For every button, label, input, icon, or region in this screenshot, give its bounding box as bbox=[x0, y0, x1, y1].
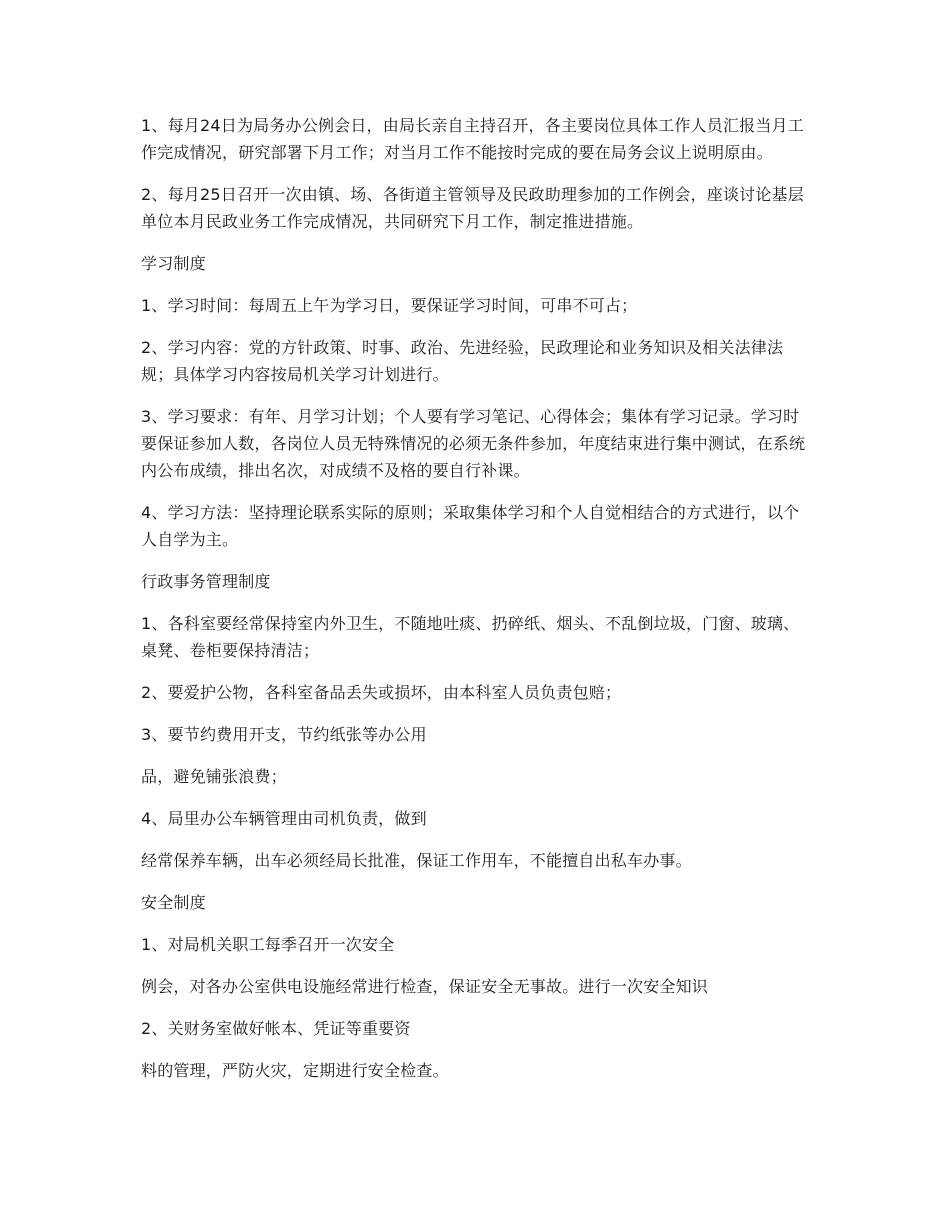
paragraph-safety-finance-2: 料的管理，严防火灾，定期进行安全检查。 bbox=[141, 1061, 449, 1080]
section-heading-study: 学习制度 bbox=[141, 254, 206, 273]
paragraph-admin-hygiene: 1、各科室要经常保持室内外卫生，不随地吐痰、扔碎纸、烟头、不乱倒垃圾，门窗、玻璃、桌凳、卷柜要保持清洁； bbox=[141, 614, 800, 660]
paragraph-admin-expense-1: 3、要节约费用开支，节约纸张等办公用 bbox=[141, 725, 427, 744]
paragraph-safety-finance-1: 2、关财务室做好帐本、凭证等重要资 bbox=[141, 1019, 411, 1038]
paragraph-meeting-1: 1、每月24日为局务办公例会日，由局长亲自主持召开，各主要岗位具体工作人员汇报当月工作完成情况，研究部署下月工作；对当月工作不能按时完成的要在局务会议上说明原由。 bbox=[141, 116, 804, 162]
paragraph-study-method: 4、学习方法：坚持理论联系实际的原则；采取集体学习和个人自觉相结合的方式进行，以个人自学为主。 bbox=[141, 503, 800, 549]
paragraph-admin-property: 2、要爱护公物，各科室备品丢失或损坏，由本科室人员负责包赔； bbox=[141, 683, 622, 702]
paragraph-study-requirements: 3、学习要求：有年、月学习计划；个人要有学习笔记、心得体会；集体有学习记录。学习时要保证参加人数，各岗位人员无特殊情况的必须无条件参加，年度结束进行集中测试，在系统内公布成绩，排出名次，对成绩不及格的要自行补课。 bbox=[141, 407, 806, 480]
document-body bbox=[141, 112, 809, 1099]
section-heading-admin: 行政事务管理制度 bbox=[141, 572, 271, 591]
paragraph-admin-expense-2: 品，避免铺张浪费； bbox=[141, 767, 287, 786]
paragraph-safety-meeting-2: 例会，对各办公室供电设施经常进行检查，保证安全无事故。进行一次安全知识 bbox=[141, 977, 709, 996]
paragraph-study-content: 2、学习内容：党的方针政策、时事、政治、先进经验，民政理论和业务知识及相关法律法规；具体学习内容按局机关学习计划进行。 bbox=[141, 338, 784, 384]
section-heading-safety: 安全制度 bbox=[141, 893, 206, 912]
paragraph-safety-meeting-1: 1、对局机关职工每季召开一次安全 bbox=[141, 935, 395, 954]
paragraph-admin-vehicle-2: 经常保养车辆，出车必须经局长批准，保证工作用车，不能擅自出私车办事。 bbox=[141, 851, 692, 870]
paragraph-study-time: 1、学习时间：每周五上午为学习日，要保证学习时间，可串不可占； bbox=[141, 296, 638, 315]
paragraph-meeting-2: 2、每月25日召开一次由镇、场、各街道主管领导及民政助理参加的工作例会，座谈讨论基层单位本月民政业务工作完成情况，共同研究下月工作，制定推进措施。 bbox=[141, 185, 804, 231]
paragraph-admin-vehicle-1: 4、局里办公车辆管理由司机负责，做到 bbox=[141, 809, 427, 828]
